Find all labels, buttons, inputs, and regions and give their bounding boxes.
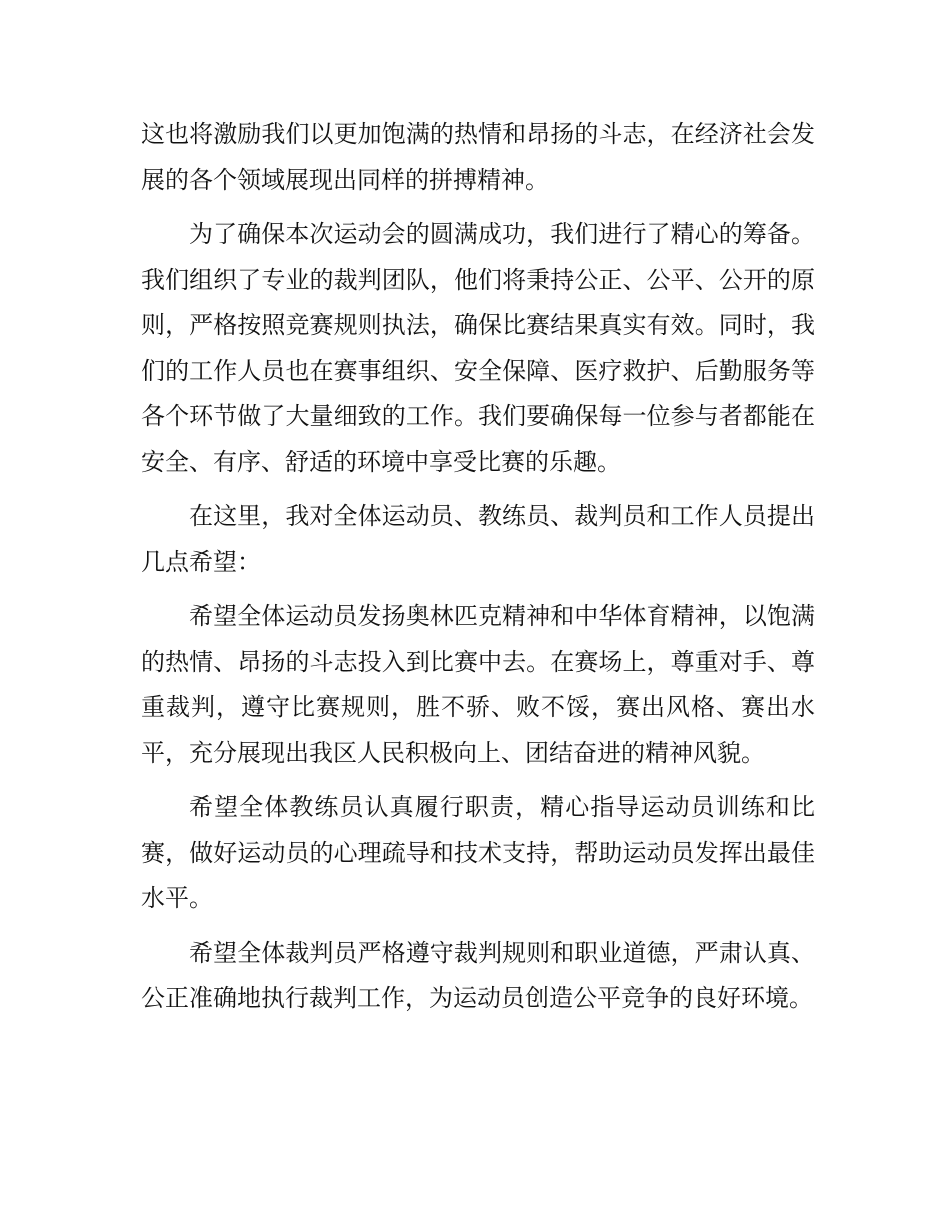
paragraph-preparation: 为了确保本次运动会的圆满成功，我们进行了精心的筹备。我们组织了专业的裁判团队，他们将秉持公正、公平、公开的原则，严格按照竞赛规则执法，确保比赛结果真实有效。同时，我们的工作人员也在赛事组织、安全保障、医疗救护、后勤服务等各个环节做了大量细致的工作。我们要确保每一位参与者都能在安全、有序、舒适的环境中享受比赛的乐趣。: [141, 220, 815, 476]
paragraph-hopes-intro: 在这里，我对全体运动员、教练员、裁判员和工作人员提出几点希望：: [141, 502, 815, 576]
document-body: [141, 112, 815, 1031]
paragraph-referees-hope: 希望全体裁判员严格遵守裁判规则和职业道德，严肃认真、公正准确地执行裁判工作，为运动员创造公平竞争的良好环境。: [141, 938, 815, 1012]
paragraph-coaches-hope: 希望全体教练员认真履行职责，精心指导运动员训练和比赛，做好运动员的心理疏导和技术支持，帮助运动员发挥出最佳水平。: [141, 793, 815, 912]
paragraph-athletes-hope: 希望全体运动员发扬奥林匹克精神和中华体育精神，以饱满的热情、昂扬的斗志投入到比赛中去。在赛场上，尊重对手、尊重裁判，遵守比赛规则，胜不骄、败不馁，赛出风格、赛出水平，充分展现出我区人民积极向上、团结奋进的精神风貌。: [141, 602, 815, 767]
paragraph-continuation: 这也将激励我们以更加饱满的热情和昂扬的斗志，在经济社会发展的各个领域展现出同样的拼搏精神。: [141, 120, 815, 194]
